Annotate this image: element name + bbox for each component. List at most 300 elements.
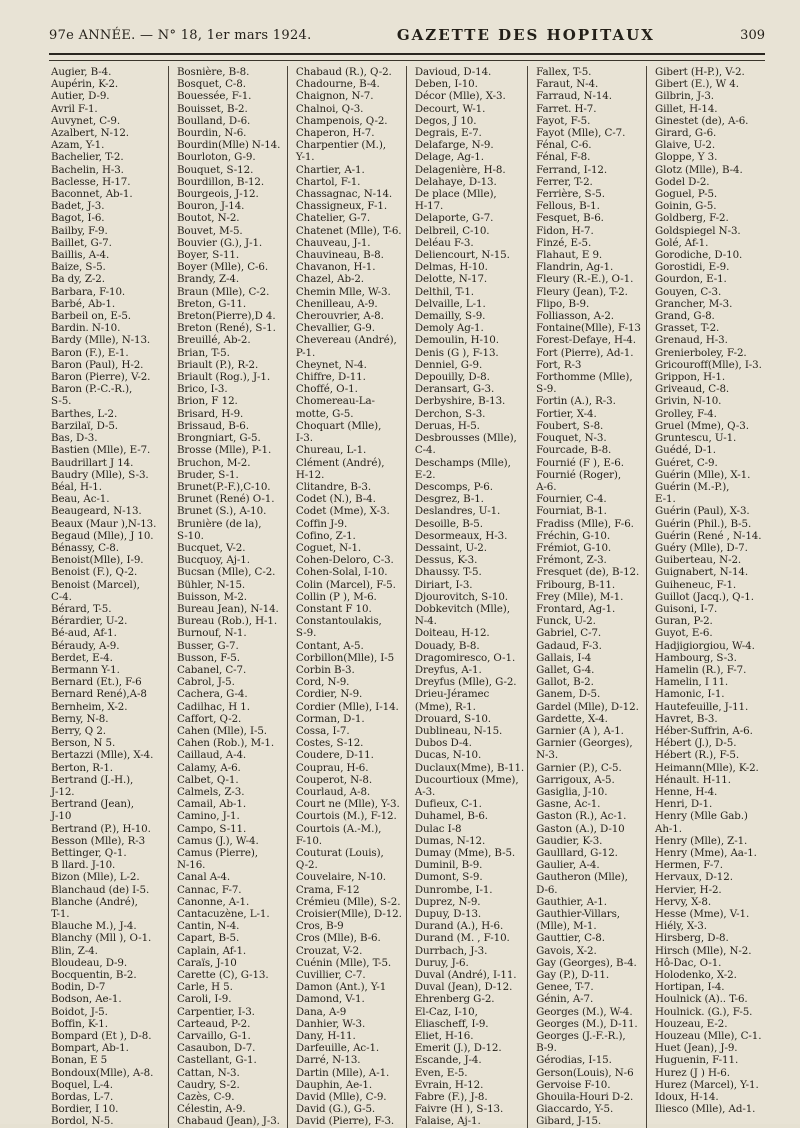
index-entry: Guéry (Mlle), D-7. (655, 541, 748, 554)
index-entry: Dumas, N-12. (414, 834, 486, 847)
index-entry: Durand (M. , F-10. (414, 932, 510, 945)
index-entry: Bertrand (Jean), (51, 798, 134, 811)
index-entry: Cheynet, N-4. (295, 358, 367, 371)
index-entry: Baron (P.-C.-R.), (51, 383, 133, 396)
index-entry: Bodson, Ae-1. (51, 993, 122, 1006)
index-entry: Hébert (R.), F-5. (655, 749, 740, 762)
index-entry: Fayot (Mlle), C-7. (536, 127, 626, 140)
index-entry: Delahaye, D-13. (414, 175, 497, 188)
index-entry: Garrigoux, A-5. (536, 773, 615, 786)
index-entry: Deben, I-10. (414, 78, 478, 91)
index-entry: Bouisset, B-2. (176, 102, 248, 115)
index-entry: Descomps, P-6. (414, 480, 493, 493)
index-entry: S-9. (536, 383, 557, 396)
index-entry: Bizon (Mlle), L-2. (51, 871, 140, 884)
index-entry: Cattan, N-3. (176, 1066, 240, 1079)
index-entry: Gaston (A.), D-10 (536, 822, 625, 835)
index-entry: Codet (Mme), X-3. (295, 505, 390, 518)
index-entry: Brunière (de la), (176, 517, 262, 530)
index-entry: Chassigneux, F-1. (295, 200, 388, 213)
index-entry: Havret, B-3. (655, 712, 718, 725)
index-entry: Héber-Suffrin, A-6. (655, 724, 753, 737)
index-entry: Duruy, J-6. (414, 956, 469, 969)
index-entry: Caraïs, J-10 (176, 956, 237, 969)
index-entry: Delafarge, N-9. (414, 139, 494, 152)
index-entry: Deransart, G-3. (414, 383, 495, 396)
index-entry: Brunet (René) O-1. (176, 493, 275, 506)
index-entry: Baconnet, Ab-1. (51, 188, 133, 201)
index-entry: Duhamel, B-6. (414, 810, 488, 823)
index-entry: Denniel, G-9. (414, 358, 483, 371)
index-entry: Demoulin, H-10. (414, 334, 499, 347)
index-entry: Dublineau, N-15. (414, 724, 503, 737)
index-entry: N-3. (536, 749, 559, 762)
index-entry: Grolley, F-4. (655, 407, 717, 420)
index-entry: Gay (P.), D-11. (536, 969, 610, 982)
index-entry: Durand (A.), H-6. (414, 920, 504, 933)
index-entry: Dreyfus, A-1. (414, 663, 482, 676)
index-entry: Girard, G-6. (655, 127, 717, 140)
index-entry: Bourdin, N-6. (176, 127, 247, 140)
index-entry: Cazès, C-9. (176, 1091, 235, 1104)
index-entry: Bordas, L-7. (51, 1091, 114, 1104)
index-entry: Grenierboley, F-2. (655, 346, 747, 359)
index-entry: Aupérin, K-2. (51, 78, 119, 91)
index-entry: Fournié (Roger), (536, 468, 621, 481)
index-entry: B llard. J-10. (51, 859, 116, 872)
index-entry: Dunrombe, I-1. (414, 883, 493, 896)
index-entry: J-12. (51, 785, 75, 798)
index-entry: Goguel, P-5. (655, 188, 718, 201)
index-entry: Bermann Y-1. (51, 663, 120, 676)
index-entry: Glotz (Mlle), B-4. (655, 163, 743, 176)
index-entry: Guisoni, I-7. (655, 602, 718, 615)
index-entry: Bertrand (P.), H-10. (51, 822, 151, 835)
index-entry: Blanchy (Mll ), O-1. (51, 932, 152, 945)
index-entry: Berny, N-8. (51, 712, 109, 725)
index-entry: Clitandre, B-3. (295, 480, 371, 493)
index-entry: Cuénin (Mlle), T-5. (295, 956, 392, 969)
index-entry: Bertrand (J.-H.), (51, 773, 134, 786)
index-entry: Bocquentin, B-2. (51, 969, 137, 982)
index-entry: Bloudeau, D-9. (51, 956, 128, 969)
index-entry: Deslandres, U-1. (414, 505, 501, 518)
index-entry: Boquel, L-4. (51, 1078, 113, 1091)
index-entry: Houlnick. (G.), F-5. (655, 1005, 753, 1018)
index-entry: Bosnière, B-8. (176, 66, 250, 78)
index-entry: Berry, Q 2. (51, 724, 106, 737)
index-entry: Caudry, S-2. (176, 1078, 240, 1091)
index-entry: Gasiglia, J-10. (536, 785, 608, 798)
index-entry: Gervoise F-10. (536, 1078, 611, 1091)
index-entry: Ghouila-Houri D-2. (536, 1091, 634, 1104)
index-entry: Azam, Y-1. (51, 139, 105, 152)
index-entry: Davioud, D-14. (414, 66, 492, 78)
index-entry: Chatelier, G-7. (295, 212, 371, 225)
index-entry: Baclesse, H-17. (51, 175, 131, 188)
index-entry: De place (Mlle), (414, 188, 497, 201)
index-entry: Benoist (F.), Q-2. (51, 566, 138, 579)
index-entry: Demailly, S-9. (414, 310, 486, 323)
index-entry: Berton, R-1. (51, 761, 113, 774)
index-entry: Foubert, S-8. (536, 419, 604, 432)
index-entry: Gorodiche, D-10. (655, 249, 743, 262)
index-entry: Bucsan (Mlle), C-2. (176, 566, 276, 579)
index-entry: Fleury (R.-E.), O-1. (536, 273, 634, 286)
index-entry: Breton(Pierre),D 4. (176, 310, 276, 323)
index-entry: Bouessée, F-1. (176, 90, 252, 103)
index-entry: Damond, V-1. (295, 993, 365, 1006)
index-entry: Gérodias, I-15. (536, 1054, 612, 1067)
index-entry: Frémont, Z-3. (536, 554, 607, 567)
index-entry: Cros (Mlle), B-6. (295, 932, 381, 945)
index-entry: Huguenin, F-11. (655, 1054, 739, 1067)
index-entry: Cord, N-9. (295, 676, 350, 689)
index-entry: Dumont, S-9. (414, 871, 483, 884)
index-entry: Hervaux, D-12. (655, 871, 733, 884)
index-entry: Denis (G ), F-13. (414, 346, 499, 359)
index-entry: Delmas, H-10. (414, 261, 488, 274)
index-entry: Crama, F-12 (295, 883, 360, 896)
index-entry: Clément (André), (295, 456, 385, 469)
index-entry: Depouilly, D-8. (414, 371, 490, 384)
index-entry: Hirsch (Mlle), N-2. (655, 944, 752, 957)
index-entry: Gerson(Louis), N-6 (536, 1066, 634, 1079)
index-entry: Cherouvrier, A-8. (295, 310, 384, 323)
index-entry: Georges (M.), W-4. (536, 1005, 633, 1018)
index-entry: Croisier(Mlle), D-12. (295, 908, 402, 921)
index-entry: Huet (Jean), J-9. (655, 1042, 738, 1055)
index-entry: Drouard, S-10. (414, 712, 491, 725)
index-entry: Bodin, D-7 (51, 981, 106, 994)
index-entry: Gaston (R.), Ac-1. (536, 810, 627, 823)
index-entry: Gloppe, Y 3. (655, 151, 718, 164)
index-entry: Castellant, G-1. (176, 1054, 257, 1067)
index-entry: Darré, N-13. (295, 1054, 361, 1067)
index-entry: Cuvillier, C-7. (295, 969, 366, 982)
index-entry: Costes, S-12. (295, 737, 364, 750)
index-entry: Bérardier, U-2. (51, 615, 128, 628)
index-columns (49, 66, 765, 1128)
index-entry: Flandrin, Ag-1. (536, 261, 614, 274)
index-entry: Fouquet, N-3. (536, 432, 607, 445)
index-entry: Hurez (J ) H-6. (655, 1066, 730, 1079)
index-entry: Blin, Z-4. (51, 944, 98, 957)
index-entry: Couperot, N-8. (295, 773, 373, 786)
index-entry: Chevallier, G-9. (295, 322, 375, 335)
index-entry: Busser, G-7. (176, 639, 239, 652)
index-entry: Boulland, D-6. (176, 114, 251, 127)
index-entry: Crémieu (Mlle), S-2. (295, 895, 401, 908)
index-entry: Baron (Pierre), V-2. (51, 371, 151, 384)
index-entry: Forest-Defaye, H-4. (536, 334, 636, 347)
index-entry: Demoly Ag-1. (414, 322, 484, 335)
index-entry: Cabanel, C-7. (176, 663, 247, 676)
index-entry: N-16. (176, 859, 206, 872)
index-entry: Bénassy, C-8. (51, 541, 119, 554)
index-entry: Grancher, M-3. (655, 297, 733, 310)
index-column-1 (49, 66, 168, 1128)
index-entry: Brian, T-5. (176, 346, 230, 359)
index-entry: Dana, A-9 (295, 1005, 347, 1018)
index-entry: Boffin, K-1. (51, 1017, 108, 1030)
index-entry: Gadaud, F-3. (536, 639, 602, 652)
index-entry: Douady, B-8. (414, 639, 480, 652)
index-entry: Canonne, A-1. (176, 895, 250, 908)
index-entry: Couprau, H-6. (295, 761, 369, 774)
index-entry: Gardette, X-4. (536, 712, 608, 725)
index-entry: Ehrenberg G-2. (414, 993, 495, 1006)
index-entry: Guillot (Jacq.), Q-1. (655, 590, 754, 603)
index-entry: Brico, I-3. (176, 383, 228, 396)
index-entry: Chartier, A-1. (295, 163, 365, 176)
index-entry: Courtois (A.-M.), (295, 822, 382, 835)
index-entry: Ducas, N-10. (414, 749, 482, 762)
index-entry: E-2. (414, 468, 436, 481)
index-entry: Guignabert, N-14. (655, 566, 749, 579)
index-entry: Deléau F-3. (414, 236, 474, 249)
index-entry: Even, E-5. (414, 1066, 468, 1079)
index-entry: Damon (Ant.), Y-1 (295, 981, 387, 994)
index-entry: Fortier, X-4. (536, 407, 597, 420)
index-column-3 (287, 66, 406, 1128)
index-entry: Hébert (J.), D-5. (655, 737, 737, 750)
index-entry: Flahaut, E 9. (536, 249, 603, 262)
index-entry: (Mme), R-1. (414, 700, 476, 713)
index-entry: Brunet (S.), A-10. (176, 505, 267, 518)
index-entry: Choffé, O-1. (295, 383, 358, 396)
index-entry: Georges (J.-F.-R.), (536, 1030, 626, 1043)
index-entry: Caplain, Af-1. (176, 944, 247, 957)
index-entry: Gouyen, C-3. (655, 285, 722, 298)
index-entry: Cordier, N-9. (295, 688, 363, 701)
index-entry: Danhier, W-3. (295, 1017, 366, 1030)
index-entry: S-5. (51, 395, 72, 408)
index-entry: Dessaint, U-2. (414, 541, 487, 554)
index-entry: Chureau, L-1. (295, 444, 367, 457)
index-entry: Hirsberg, D-8. (655, 932, 729, 945)
index-entry: Evrain, H-12. (414, 1078, 484, 1091)
index-entry: Ferrand, I-12. (536, 163, 608, 176)
index-entry: Breton (René), S-1. (176, 322, 276, 335)
index-entry: Guédé, D-1. (655, 444, 716, 457)
index-entry: J-10 (51, 810, 72, 823)
index-entry: Bruchon, M-2. (176, 456, 251, 469)
index-entry: Blanchaud (de) I-5. (51, 883, 150, 896)
index-entry: Gibert (H-P.), V-2. (655, 66, 745, 78)
index-entry: Caroli, I-9. (176, 993, 232, 1006)
index-entry: Grand, G-8. (655, 310, 715, 323)
index-entry: Grippon, H-1. (655, 371, 726, 384)
index-entry: Bouron, J-14. (176, 200, 245, 213)
index-entry: Fidon, H-7. (536, 224, 594, 237)
index-entry: Ganem, D-5. (536, 688, 601, 701)
index-entry: Garnier (P.), C-5. (536, 761, 622, 774)
index-entry: Fourniat, B-1. (536, 505, 607, 518)
index-entry: Baillet, G-7. (51, 236, 112, 249)
index-entry: Chaignon, N-7. (295, 90, 374, 103)
index-entry: Badet, J-3. (51, 200, 105, 213)
index-entry: Hervier, H-2. (655, 883, 722, 896)
index-entry: Gillet, H-14. (655, 102, 718, 115)
index-entry: Chavanon, H-1. (295, 261, 376, 274)
index-entry: Guérin (René , N-14. (655, 529, 762, 542)
index-entry: Bourgeois, J-12. (176, 188, 259, 201)
index-entry: Couvelaire, N-10. (295, 871, 386, 884)
index-entry: Caillaud, A-4. (176, 749, 247, 762)
index-entry: Bastien (Mlle), E-7. (51, 444, 151, 457)
index-entry: Faivre (H ), S-13. (414, 1103, 504, 1116)
index-entry: Azalbert, N-12. (51, 127, 129, 140)
index-entry: Berson, N 5. (51, 737, 116, 750)
index-entry: Cannac, F-7. (176, 883, 242, 896)
index-entry: Derchon, S-3. (414, 407, 486, 420)
index-entry: Chiffre, D-11. (295, 371, 366, 384)
index-entry: C-4. (414, 444, 436, 457)
index-entry: motte, G-5. (295, 407, 354, 420)
index-entry: Fresquet (de), B-12. (536, 566, 640, 579)
index-entry: Baize, S-5. (51, 261, 106, 274)
index-entry: Dartin (Mlle), A-1. (295, 1066, 390, 1079)
index-entry: Henry (Mlle Gab.) (655, 810, 748, 823)
index-entry: Houzeau (Mlle), C-1. (655, 1030, 762, 1043)
index-entry: Hamonic, I-1. (655, 688, 725, 701)
index-entry: Bruder, S-1. (176, 468, 239, 481)
index-entry: Chadourne, B-4. (295, 78, 380, 91)
index-entry: Hesse (Mme), V-1. (655, 908, 750, 921)
index-entry: Auvynet, C-9. (51, 114, 120, 127)
index-entry: Bordol, N-5. (51, 1115, 114, 1128)
header-rule (49, 60, 765, 61)
index-entry: Chenilleau, A-9. (295, 297, 378, 310)
index-entry: Chabaud (R.), Q-2. (295, 66, 392, 78)
index-entry: Blanche (André), (51, 895, 138, 908)
index-entry: Hervy, X-8. (655, 895, 712, 908)
index-column-2 (168, 66, 287, 1128)
index-entry: Dupuy, D-13. (414, 908, 482, 921)
index-entry: Codet (N.), B-4. (295, 493, 376, 506)
index-entry: Briault (Rog.), J-1. (176, 371, 271, 384)
index-entry: Corbillon(Mlle), I-5 (295, 651, 395, 664)
index-entry: Frontard, Ag-1. (536, 602, 616, 615)
index-entry: Heimann(Mlle), K-2. (655, 761, 759, 774)
index-entry: Griveaud, C-8. (655, 383, 730, 396)
index-entry: Y-1. (295, 151, 315, 164)
index-entry: Coguet, N-1. (295, 541, 362, 554)
index-entry: Bas, D-3. (51, 432, 98, 445)
index-entry: Fort, R-3 (536, 358, 582, 371)
index-entry: Cordier (Mlle), I-14. (295, 700, 399, 713)
index-entry: Beaugeard, N-13. (51, 505, 142, 518)
index-entry: Hautefeuille, J-11. (655, 700, 749, 713)
index-entry: Fourcade, B-8. (536, 444, 612, 457)
index-entry: Barbé, Ab-1. (51, 297, 115, 310)
index-entry: Casaubon, D-7. (176, 1042, 256, 1055)
index-column-5 (527, 66, 646, 1128)
index-entry: Cossa, I-7. (295, 724, 350, 737)
index-entry: Bouvet, M-5. (176, 224, 243, 237)
index-entry: Gardel (Mlle), D-12. (536, 700, 639, 713)
index-entry: Bernheim, X-2. (51, 700, 128, 713)
index-entry: Bouquet, S-12. (176, 163, 254, 176)
index-entry: Baron (F.), E-1. (51, 346, 129, 359)
index-entry: David (G.), G-5. (295, 1103, 376, 1116)
index-entry: S-10. (176, 529, 204, 542)
index-entry: Chauveau, J-1. (295, 236, 371, 249)
index-entry: Camus (J.), W-4. (176, 834, 259, 847)
index-entry: Guérin (Phil.), B-5. (655, 517, 752, 530)
index-entry: Boidot, J-5. (51, 1005, 108, 1018)
index-entry: Decourt, W-1. (414, 102, 486, 115)
index-entry: Dreyfus (Mlle), G-2. (414, 676, 517, 689)
index-entry: Godel D-2. (655, 175, 710, 188)
index-entry: Drieu-Jéramec (414, 688, 490, 701)
index-entry: (Mlle), M-1. (536, 920, 597, 933)
index-entry: Bühler, N-15. (176, 578, 246, 591)
index-entry: Carette (C), G-13. (176, 969, 269, 982)
index-entry: Charpentier (M.), (295, 139, 386, 152)
index-entry: Guran, P-2. (655, 615, 713, 628)
index-entry: H-12. (295, 468, 325, 481)
index-entry: Bordier, I 10. (51, 1103, 119, 1116)
index-entry: Bourloton, G-9. (176, 151, 256, 164)
index-entry: Colin (Marcel), F-5. (295, 578, 396, 591)
index-entry: Henne, H-4. (655, 785, 718, 798)
index-entry: Chemin Mlle, W-3. (295, 285, 391, 298)
index-entry: Delvaille, L-1. (414, 297, 486, 310)
index-entry: Cofino, Z-1. (295, 529, 356, 542)
index-entry: Barbeil on, E-5. (51, 310, 131, 323)
index-entry: Décor (Mlle), X-3. (414, 90, 506, 103)
index-entry: Cahen (Rob.), M-1. (176, 737, 275, 750)
index-entry: Bucquoy, Aj-1. (176, 554, 250, 567)
index-entry: Bachelin, H-3. (51, 163, 124, 176)
index-entry: Fontaine(Mlle), F-13 (536, 322, 641, 335)
index-entry: Begaud (Mlle), J 10. (51, 529, 154, 542)
index-entry: Dauphin, Ae-1. (295, 1078, 373, 1091)
index-entry: Grenaud, H-3. (655, 334, 728, 347)
page-number: 309 (740, 27, 765, 43)
index-entry: Ducourtioux (Mme), (414, 773, 519, 786)
index-entry: Boyer, S-11. (176, 249, 240, 262)
index-entry: Fort (Pierre), Ad-1. (536, 346, 634, 359)
index-entry: Faraut, N-4. (536, 78, 599, 91)
index-entry: Bureau Jean), N-14. (176, 602, 279, 615)
index-entry: Garnier (A ), A-1. (536, 724, 624, 737)
index-entry: Guiheneuc, F-1. (655, 578, 737, 591)
index-entry: Chomereau-La- (295, 395, 375, 408)
index-entry: Fesquet, B-6. (536, 212, 604, 225)
index-entry: Garnier (Georges), (536, 737, 633, 750)
index-entry: Corbin B-3. (295, 663, 355, 676)
index-entry: Bernard René),A-8 (51, 688, 147, 701)
index-entry: Escande, J-4. (414, 1054, 482, 1067)
index-entry: Hamelin, I 11. (655, 676, 729, 689)
index-entry: Choquart (Mlle), (295, 419, 382, 432)
index-entry: Bettinger, Q-1. (51, 847, 127, 859)
index-entry: Dessus, K-3. (414, 554, 478, 567)
index-entry: Célestin, A-9. (176, 1103, 246, 1116)
index-entry: Cohen-Solal, I-10. (295, 566, 388, 579)
index-entry: Brosse (Mlle), P-1. (176, 444, 272, 457)
index-entry: Chabaud (Jean), J-3. (176, 1115, 280, 1128)
index-entry: Gay (Georges), B-4. (536, 956, 637, 969)
index-entry: Gruel (Mme), Q-3. (655, 419, 749, 432)
index-entry: Breuillé, Ab-2. (176, 334, 251, 347)
index-entry: Carteaud, P-2. (176, 1017, 251, 1030)
index-entry: Fréchin, G-10. (536, 529, 610, 542)
index-entry: Dumay (Mme), B-5. (414, 847, 516, 859)
